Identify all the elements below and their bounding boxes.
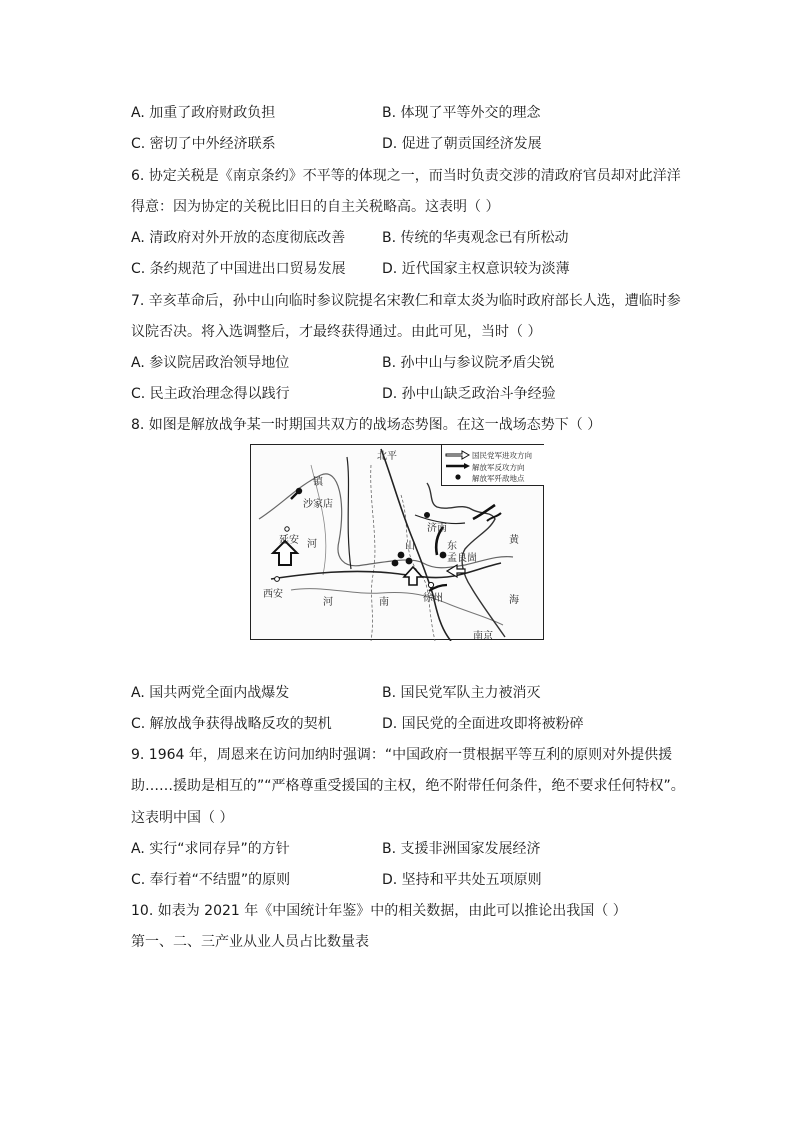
map-label-zhen: 镇 [313, 477, 323, 488]
q9-option-a: A. 实行“求同存异”的方针 [131, 841, 290, 857]
city-marker-xian [275, 577, 280, 582]
q9-option-d: D. 坚持和平共处五项原则 [382, 872, 542, 888]
q8-option-b: B. 国民党军队主力被消灭 [382, 685, 541, 701]
q6-stem-line-1: 6. 协定关税是《南京条约》不平等的体现之一，而当时负责交涉的清政府官员却对此洋洋 [131, 168, 681, 184]
q6-option-a: A. 清政府对外开放的态度彻底改善 [131, 230, 346, 246]
q5-option-b: B. 体现了平等外交的理念 [382, 105, 541, 121]
victory-point-menglianggu [440, 552, 447, 559]
legend-label-3: 解放军歼敌地点 [472, 474, 525, 483]
map-label-he-2: 河 [323, 597, 333, 608]
q7-option-d: D. 孙中山缺乏政治斗争经验 [382, 386, 556, 402]
nationalist-arrow-xuzhou [404, 567, 422, 585]
q8-option-d: D. 国民党的全面进攻即将被粉碎 [382, 716, 584, 732]
map-label-huang: 黄 [509, 535, 519, 546]
border-2 [401, 495, 435, 641]
railway-east-west [271, 563, 501, 579]
legend-label-1: 国民党军进攻方向 [472, 451, 532, 460]
map-legend [441, 445, 544, 486]
q8-option-a: A. 国共两党全面内战爆发 [131, 685, 290, 701]
victory-point-3 [392, 560, 399, 567]
battlefield-map [250, 444, 544, 640]
map-label-jinan: 济南 [427, 523, 447, 534]
q7-stem-line-2: 议院否决。将入选调整后，才最终获得通过。由此可见，当时（ ） [131, 324, 542, 340]
q5-option-d: D. 促进了朝贡国经济发展 [382, 136, 542, 152]
q8-stem: 8. 如图是解放战争某一时期国共双方的战场态势图。在这一战场态势下（ ） [131, 417, 602, 433]
map-label-xuzhou: 徐州 [423, 593, 443, 604]
victory-point-2 [406, 558, 413, 565]
victory-point-shajiadian [296, 488, 302, 494]
map-label-he-1: 河 [307, 539, 317, 550]
q8-option-c: C. 解放战争获得战略反攻的契机 [131, 716, 332, 732]
legend-label-2: 解放军反攻方向 [472, 463, 525, 472]
legend-hollow-arrow-icon [446, 451, 469, 459]
q7-option-c: C. 民主政治理念得以践行 [131, 386, 290, 402]
q9-stem-line-3: 这表明中国（ ） [131, 810, 234, 826]
q7-option-b: B. 孙中山与参议院矛盾尖锐 [382, 355, 555, 371]
city-marker-xuzhou [428, 582, 433, 587]
legend-solid-arrowhead-icon [464, 463, 470, 469]
legend-dot-icon [455, 474, 460, 479]
map-label-nanjing: 南京 [473, 631, 493, 642]
map-label-hai: 海 [509, 595, 519, 606]
q6-option-b: B. 传统的华夷观念已有所松动 [382, 230, 569, 246]
victory-point-jinan [424, 512, 430, 518]
map-label-nan: 南 [379, 597, 389, 608]
q5-option-c: C. 密切了中外经济联系 [131, 136, 276, 152]
map-label-menglianggu: 孟良崮 [447, 553, 477, 564]
border-1 [371, 465, 375, 641]
q9-option-c: C. 奉行着“不结盟”的原则 [131, 872, 291, 888]
q6-option-c: C. 条约规范了中国进出口贸易发展 [131, 261, 346, 277]
map-label-beiping: 北平 [377, 451, 397, 462]
q6-option-d: D. 近代国家主权意识较为淡薄 [382, 261, 570, 277]
q9-stem-line-1: 9. 1964 年，周恩来在访问加纳时强调：“中国政府一贯根据平等互利的原则对外提供援 [131, 747, 673, 763]
q10-stem: 10. 如表为 2021 年《中国统计年鉴》中的相关数据，由此可以推论出我国（ ） [131, 903, 627, 919]
map-label-dong: 东 [447, 541, 457, 552]
q7-stem-line-1: 7. 辛亥革命后，孙中山向临时参议院提名宋教仁和章太炎为临时政府部长人选，遭临时参 [131, 293, 681, 309]
map-label-xian: 西安 [263, 589, 283, 600]
q5-option-a: A. 加重了政府财政负担 [131, 105, 276, 121]
q9-stem-line-2: 助……援助是相互的”“严格尊重受援国的主权，绝不附带任何条件，绝不要求任何特权”。 [131, 778, 685, 794]
map-label-shajiadian: 沙家店 [303, 499, 333, 510]
q9-option-b: B. 支援非洲国家发展经济 [382, 841, 541, 857]
q10-table-title: 第一、二、三产业从业人员占比数量表 [131, 934, 369, 950]
victory-point-1 [398, 552, 405, 559]
map-label-yanan: 延安 [279, 535, 299, 546]
q6-stem-line-2: 得意：因为协定的关税比旧日的自主关税略高。这表明（ ） [131, 199, 500, 215]
map-label-shan: 山 [405, 541, 415, 552]
railway-west [347, 457, 351, 569]
q7-option-a: A. 参议院居政治领导地位 [131, 355, 290, 371]
